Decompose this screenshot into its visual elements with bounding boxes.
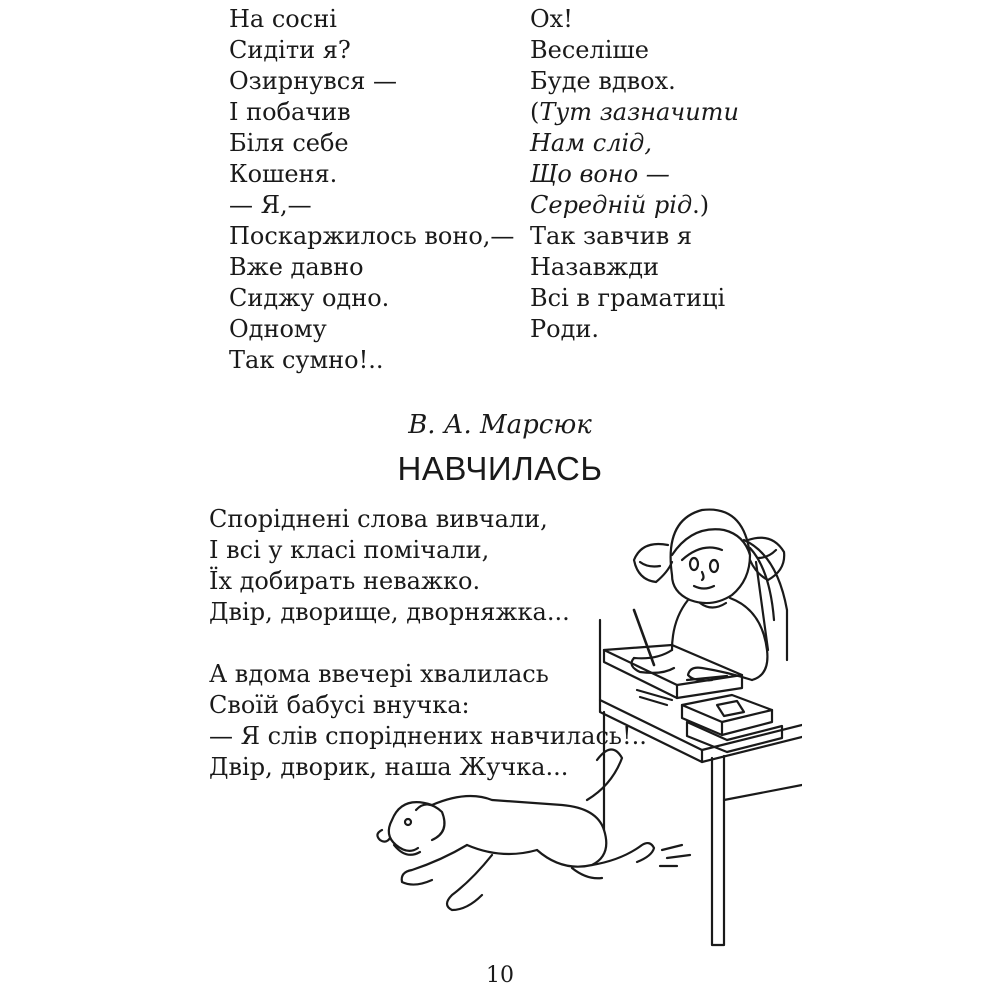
poem-line: Поскаржилось воно,—: [229, 222, 515, 250]
page-number: 10: [486, 963, 514, 988]
poem-line: Сидіти я?: [229, 36, 351, 64]
poem-line: Кошеня.: [229, 160, 338, 188]
poem-line: Біля себе: [229, 129, 349, 157]
poem-line: (Тут зазначити: [530, 98, 739, 126]
girl-and-dog-illustration: [372, 500, 802, 955]
poem-line: — Я слів споріднених навчилась!..: [209, 722, 647, 750]
poem-line: І всі у класі помічали,: [209, 536, 490, 564]
poem-line: Назавжди: [530, 253, 659, 281]
poem-line: Середній рід.): [530, 191, 710, 219]
poem-line: І побачив: [229, 98, 351, 126]
poem-line: Споріднені слова вивчали,: [209, 505, 548, 533]
poem-line: Так сумно!..: [229, 346, 384, 374]
top-poem-left-column: [229, 4, 514, 376]
poem-line: На сосні: [229, 5, 337, 33]
poem-line: Їх добирать неважко.: [209, 567, 481, 595]
poem-line: Роди.: [530, 315, 599, 343]
poem-line: Що воно —: [530, 160, 670, 188]
poem-line: Озирнувся —: [229, 67, 397, 95]
poem-line: Сиджу одно.: [229, 284, 390, 312]
poem-line: Всі в граматиці: [530, 284, 726, 312]
poem-line: Так завчив я: [530, 222, 692, 250]
poem-line: Веселіше: [530, 36, 649, 64]
poem-line: Нам слід,: [530, 129, 653, 157]
poem-line: — Я,—: [229, 191, 312, 219]
poem-line: Вже давно: [229, 253, 364, 281]
poem-line: Ох!: [530, 5, 573, 33]
poem-line: Одному: [229, 315, 327, 343]
poem-title: НАВЧИЛАСЬ: [397, 450, 603, 487]
poem-line: Двір, дворик, наша Жучка...: [209, 753, 569, 781]
dog-drawing: [377, 749, 690, 910]
poem-line: А вдома ввечері хвалилась: [209, 660, 549, 688]
poem-author: В. А. Марсюк: [408, 410, 592, 440]
top-poem-right-column: [530, 4, 739, 345]
poem-line: Своїй бабусі внучка:: [209, 691, 470, 719]
poem-line: Буде вдвох.: [530, 67, 676, 95]
poem-line: Двір, дворище, дворняжка...: [209, 598, 570, 626]
